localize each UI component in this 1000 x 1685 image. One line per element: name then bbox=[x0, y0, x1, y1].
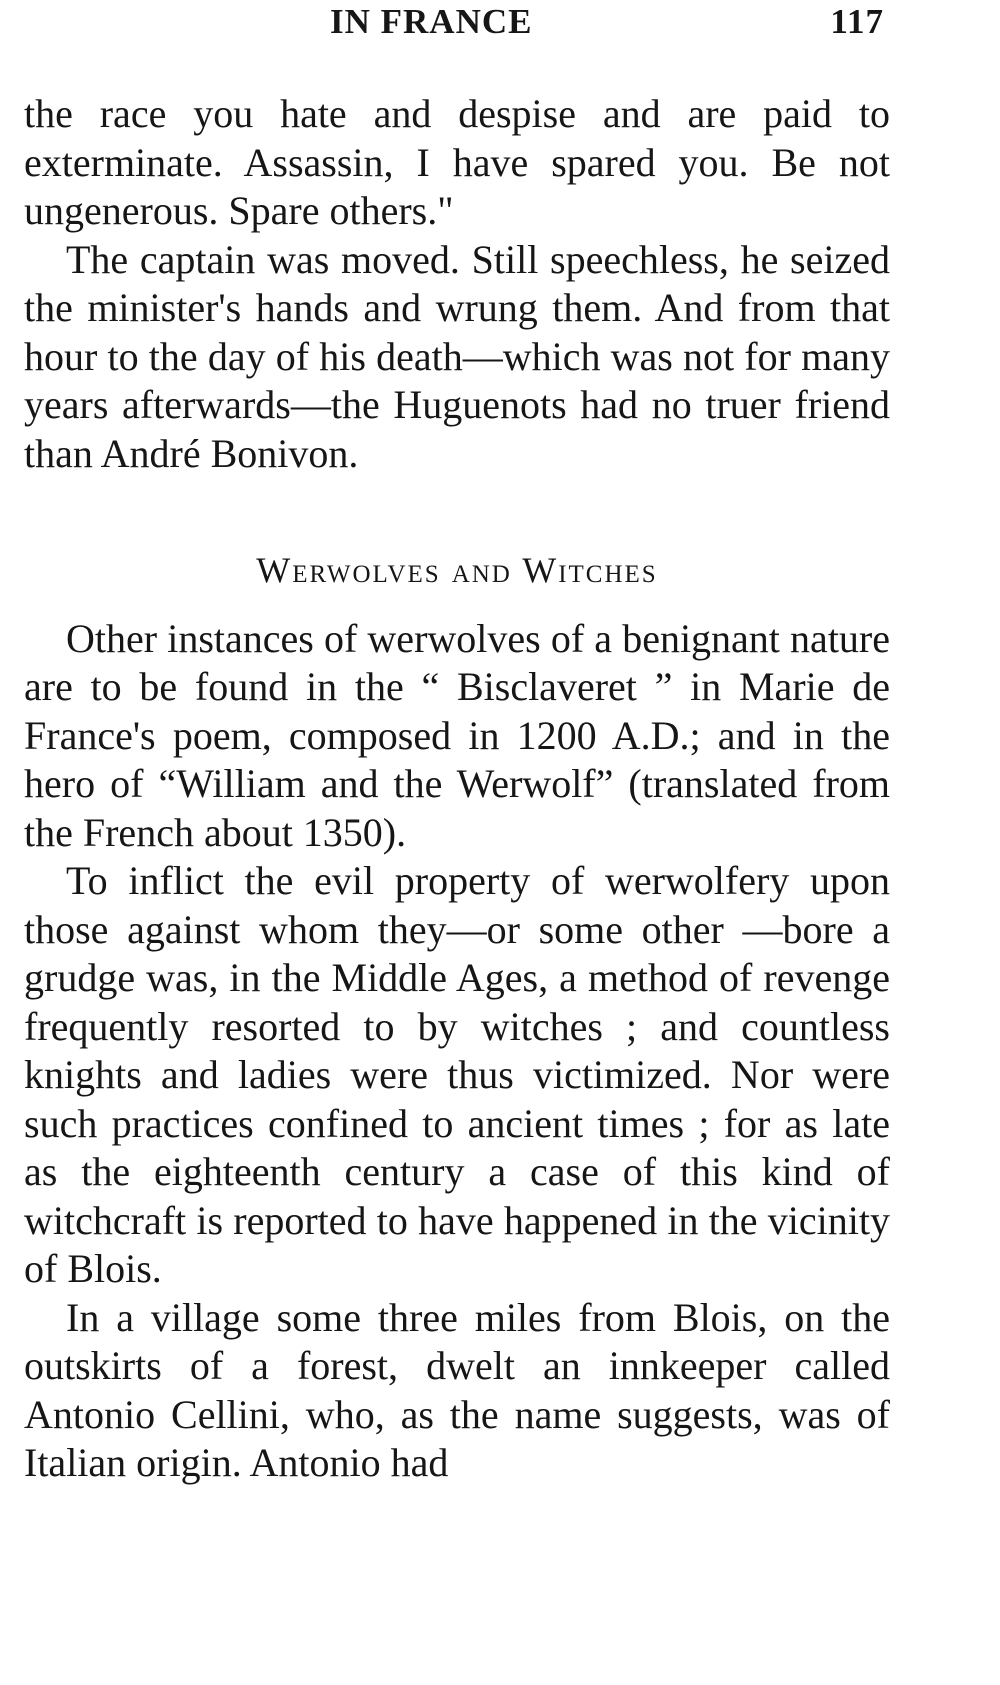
paragraph: The captain was moved. Still speechless, he seized the minister's hands and wrung them. And from that hour to the day of his death—which was not for many years afterwards—the Huguenots had no truer friend than André Bonivon. bbox=[24, 236, 890, 476]
page-header bbox=[24, 2, 890, 46]
paragraph: To inflict the evil property of werwolfery upon those against whom they—or some other —bore a grudge was, in the Middle Ages, a method of revenge frequently resorted to by witches ; and countless knights and ladies were thus victimized. Nor were such practices confined to ancient times ; for as late as the eighteenth century a case of this kind of witchcraft is reported to have happened in the vicinity of Blois. bbox=[24, 858, 890, 1291]
section-body bbox=[24, 615, 890, 1488]
paragraph: Other instances of werwolves of a benignant nature are to be found in the “ Bisclaveret ” in Marie de France's poem, composed in 1200 A.D.; and in the hero of “William and the Werwolf” (translated from the French about 1350). bbox=[24, 615, 890, 855]
body-text bbox=[24, 90, 890, 1488]
page-number: 117 bbox=[830, 2, 884, 41]
paragraph: the race you hate and despise and are paid to exterminate. Assassin, I have spared you. Be not ungenerous. Spare others." bbox=[24, 91, 890, 233]
running-head: IN FRANCE bbox=[330, 2, 533, 41]
section-heading: Werwolves and Witches bbox=[256, 550, 658, 590]
paragraph: In a village some three miles from Blois, on the outskirts of a forest, dwelt an innkeeper called Antonio Cellini, who, as the name suggests, was of Italian origin. Antonio had bbox=[24, 1294, 890, 1485]
